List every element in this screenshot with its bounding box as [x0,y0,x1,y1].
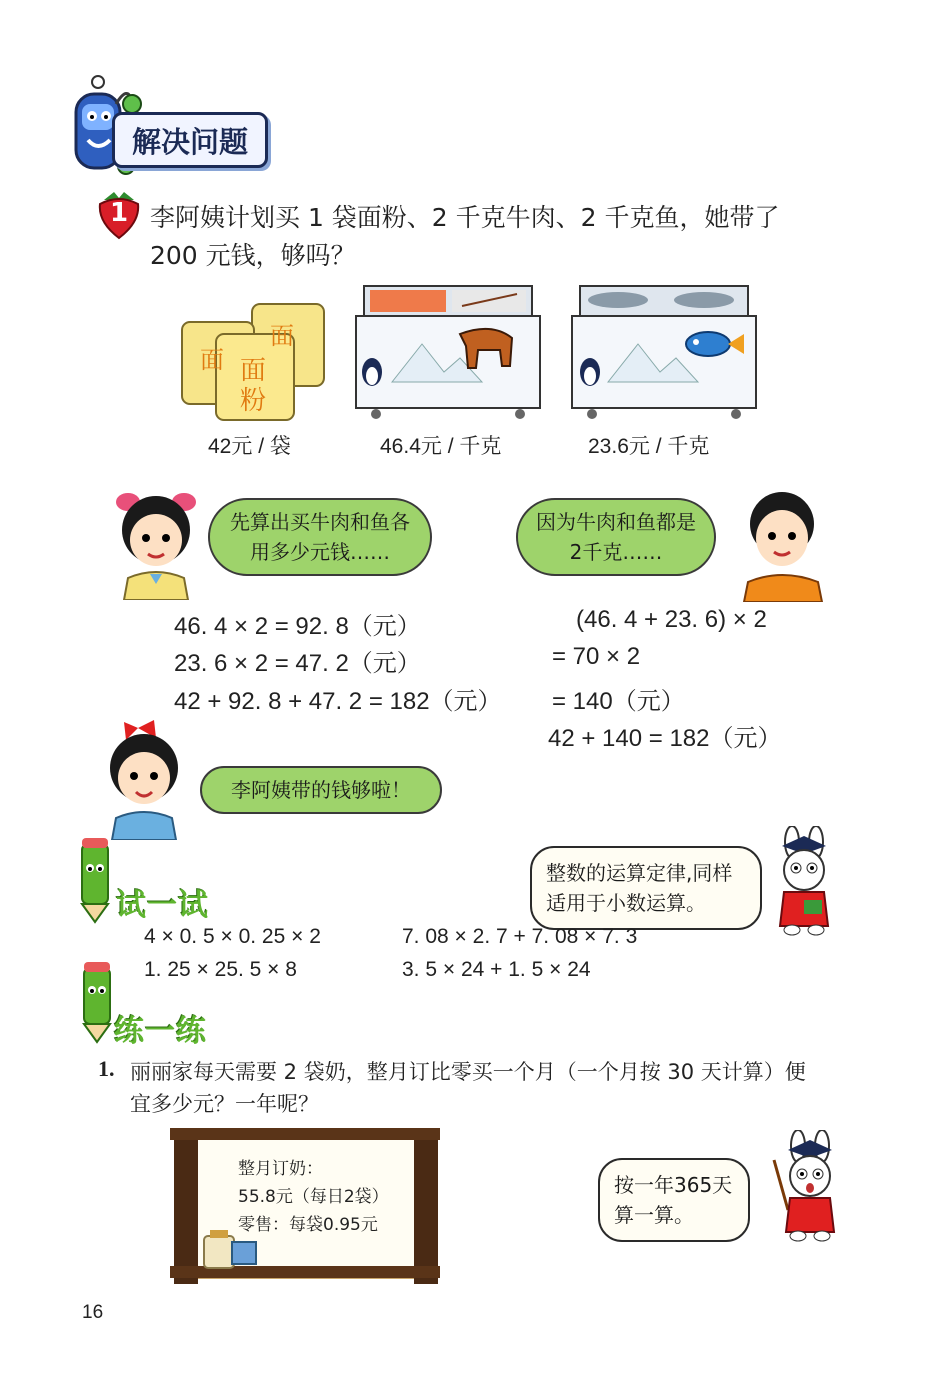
rabbit-teacher2-icon [768,1130,848,1244]
pencil-mascot-icon [70,834,120,924]
conclusion-speech-bubble [200,766,442,814]
rabbit-teacher-icon [764,826,844,938]
method1-line3: 42 + 92. 8 + 47. 2 = 182（元） [174,688,502,715]
fish-price: 23.6元 / 千克 [588,435,710,458]
boy-speech-bubble [516,498,716,576]
girl2-avatar-icon [98,718,190,840]
flour-bag-char-front2: 粉 [240,386,267,416]
method1-line2: 23. 6 × 2 = 47. 2（元） [174,650,421,677]
section-title-box [112,112,268,168]
method2-line2: = 70 × 2 [552,643,641,670]
method2-line4: 42 + 140 = 182（元） [548,725,782,752]
method2-line1: (46. 4 + 23. 6) × 2 [576,606,767,633]
girl-speech-text: 先算出买牛肉和鱼各用多少元钱…… [230,510,410,564]
practice-q1-line2: 宜多少元？一年呢？ [130,1092,319,1116]
boy-speech-text: 因为牛肉和鱼都是2千克…… [536,510,696,564]
try-item-2: 7. 08 × 2. 7 + 7. 08 × 7. 3 [402,925,638,948]
flour-bag-char-front1: 面 [240,356,267,386]
girl-avatar-icon [110,482,202,600]
milk-price-board [170,1126,440,1286]
try-item-1: 4 × 0. 5 × 0. 25 × 2 [144,925,321,948]
rabbit-year-text: 按一年365天算一算。 [614,1173,733,1227]
practice-q1-line1: 丽丽家每天需要 2 袋奶，整月订比零买一个月（一个月按 30 天计算）便 [130,1060,806,1084]
problem-text-line1: 李阿姨计划买 1 袋面粉、2 千克牛肉、2 千克鱼，她带了 [150,203,780,232]
page-number: 16 [82,1302,104,1323]
method2-line3: = 140（元） [552,688,685,715]
rabbit-rule-bubble [530,846,762,930]
boy-avatar-icon [736,484,826,602]
milk-board-line3: 零售：每袋0.95元 [238,1215,378,1235]
practice-section-label: 练一练 [114,1014,207,1049]
milk-board-line1: 整月订奶： [238,1159,323,1179]
beef-freezer-illustration [352,282,544,422]
beef-price: 46.4元 / 千克 [380,435,502,458]
flour-bag-char-back: 面 [270,322,294,350]
try-item-3: 1. 25 × 25. 5 × 8 [144,958,297,981]
section-title: 解决问题 [131,124,248,159]
flour-bag-char-left: 面 [200,346,224,374]
method1-line1: 46. 4 × 2 = 92. 8（元） [174,613,421,640]
conclusion-speech-text: 李阿姨带的钱够啦！ [231,778,411,802]
rabbit-rule-text: 整数的运算定律,同样适用于小数运算。 [546,861,733,915]
rabbit-year-bubble [598,1158,750,1242]
practice-q1-number: 1. [98,1056,115,1081]
girl-speech-bubble [208,498,432,576]
flour-price: 42元 / 袋 [208,435,291,458]
try-item-4: 3. 5 × 24 + 1. 5 × 24 [402,958,591,981]
problem-number: 1 [110,198,129,228]
fish-freezer-illustration [568,282,760,422]
milk-board-line2: 55.8元（每日2袋） [238,1187,389,1207]
try-section-label: 试一试 [116,888,209,923]
problem-text-line2: 200 元钱，够吗？ [150,241,356,270]
